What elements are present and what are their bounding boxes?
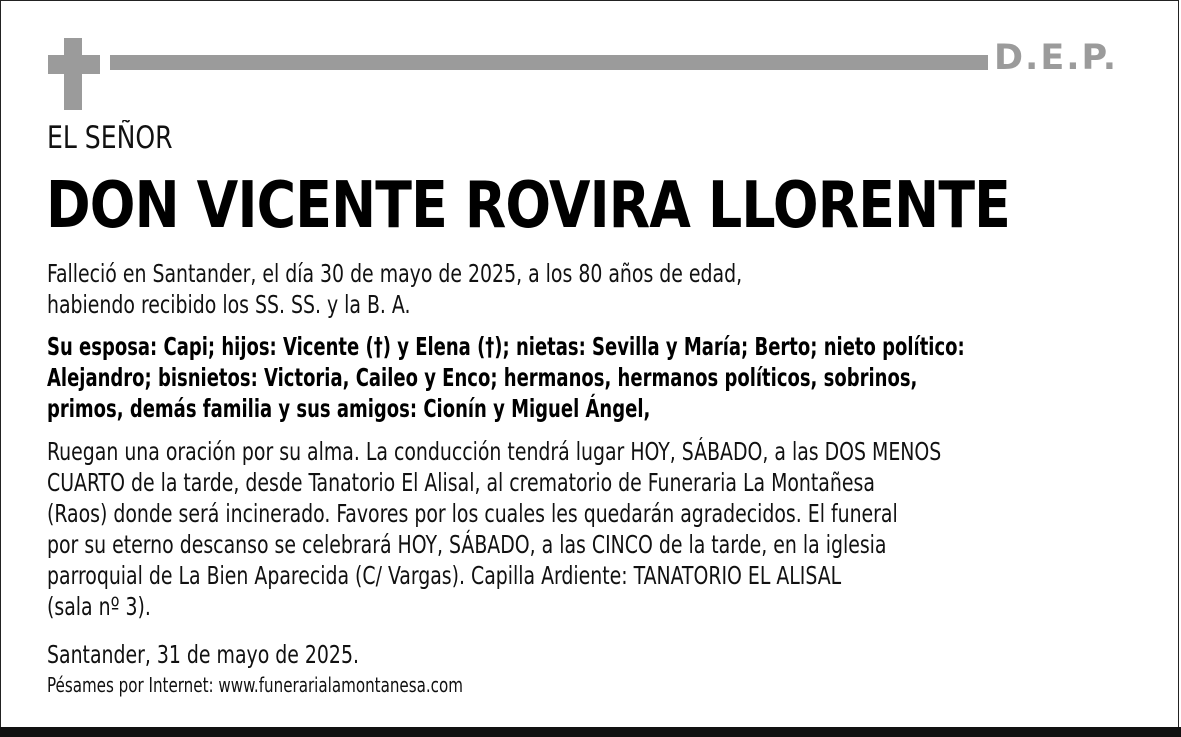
death-notice-line: habiendo recibido los SS. SS. y la B. A. [47,290,411,319]
ceremony-line: parroquial de La Bien Aparecida (C/ Vargas). Capilla Ardiente: TANATORIO EL ALISAL [47,561,842,590]
ceremony-line: (sala nº 3). [47,592,151,621]
family-line: Alejandro; bisnietos: Victoria, Caileo y Enco; hermanos, hermanos políticos, sobrinos, [47,363,918,392]
ceremony-line: por su eterno descanso se celebrará HOY, SÁBADO, a las CINCO de la tarde, en la iglesia [47,530,887,559]
header-rule [110,55,988,70]
place-date: Santander, 31 de mayo de 2025. [47,640,359,669]
cross-icon [48,38,100,110]
death-notice [47,258,742,320]
death-notice-line: Falleció en Santander, el día 30 de mayo de 2025, a los 80 años de edad, [47,259,743,288]
ceremony-line: Ruegan una oración por su alma. La conducción tendrá lugar HOY, SÁBADO, a las DOS MENOS [47,437,942,466]
family-line: primos, demás familia y sus amigos: Cionín y Miguel Ángel, [47,394,651,423]
dep-badge: D.E.P. [994,38,1119,78]
ceremony-line: (Raos) donde será incinerado. Favores por los cuales les quedarán agradecidos. El funeral [47,499,898,528]
condolences-link[interactable]: Pésames por Internet: www.funerarialamontanesa.com [47,673,463,697]
family-list [47,331,965,424]
title-prefix: EL SEÑOR [47,120,173,156]
ceremony-line: CUARTO de la tarde, desde Tanatorio El Alisal, al crematorio de Funeraria La Montañesa [47,468,875,497]
bottom-rule [0,727,1181,737]
family-line: Su esposa: Capi; hijos: Vicente (†) y Elena (†); nietas: Sevilla y María; Berto; nieto político: [47,332,965,361]
deceased-name: DON VICENTE ROVIRA LLORENTE [46,169,1011,243]
ceremony-details [47,436,941,622]
